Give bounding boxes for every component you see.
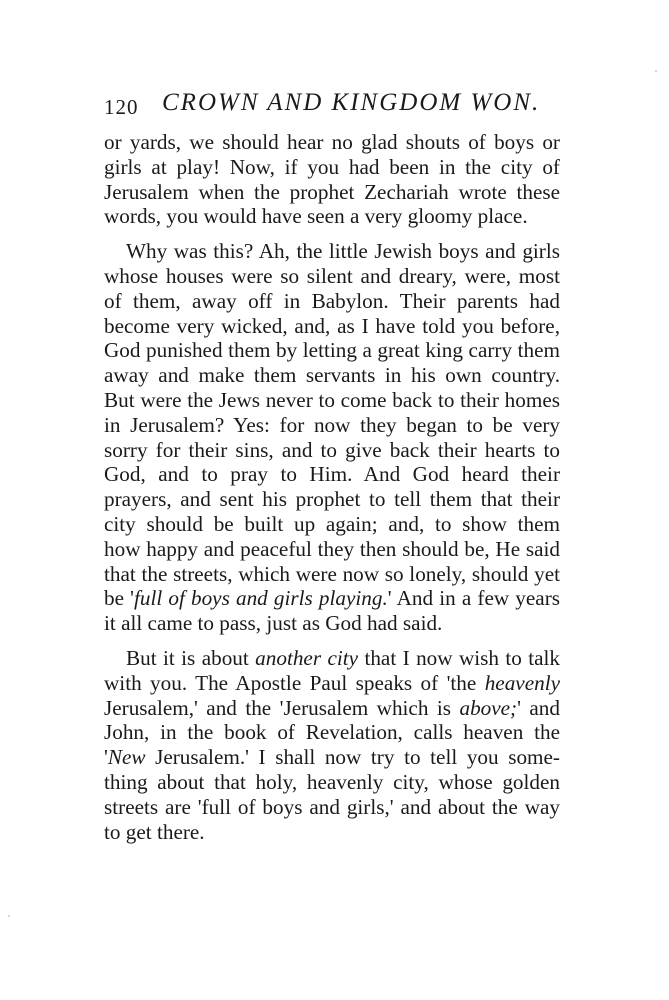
text-line: be 'full of boys and girls playing.' And in a few years (104, 586, 561, 611)
text-line: Jerusalem,' and the 'Jerusalem which is above;' and (104, 695, 560, 720)
text-line: how happy and peaceful they then should be, He said (104, 536, 560, 561)
text-line: in Jerusalem? Yes: for now they began to be very (104, 412, 560, 437)
italic-emphasis: New (107, 745, 146, 770)
paragraph (104, 646, 560, 844)
text-line: prayers, and sent his prophet to tell them that their (104, 487, 560, 512)
text-line: God, and to pray to Him. And God heard their (104, 462, 560, 487)
text-line: away and make them servants in his own country. (104, 363, 560, 388)
scan-speck (8, 915, 10, 917)
text-line: with you. The Apostle Paul speaks of 'the heavenly (104, 670, 560, 695)
body-text (104, 130, 560, 844)
page-number: 120 (104, 95, 139, 119)
paragraph (104, 130, 560, 229)
text-line: or yards, we should hear no glad shouts of boys or (104, 130, 560, 154)
text-line: it all came to pass, just as God had said. (104, 611, 443, 636)
paragraph-gap (104, 229, 560, 239)
text-line: words, you would have seen a very gloomy place. (104, 204, 528, 229)
paragraph-gap (104, 636, 560, 646)
running-head (104, 89, 564, 123)
text-line: thing about that holy, heavenly city, whose golden (104, 769, 560, 794)
scan-speck (655, 70, 657, 72)
text-line: But it is about another city that I now wish to talk (126, 645, 561, 670)
text-line: 'New Jerusalem.' I shall now try to tell you some- (104, 745, 560, 770)
text-line: streets are 'full of boys and girls,' and about the way (104, 794, 560, 819)
text-line: that the streets, which were now so lonely, should yet (104, 561, 560, 586)
italic-emphasis: full of boys and girls playing. (133, 586, 388, 611)
text-line: become very wicked, and, as I have told you before, (104, 313, 560, 338)
text-line: God punished them by letting a great king carry them (104, 338, 560, 363)
text-line: But were the Jews never to come back to their homes (104, 387, 560, 412)
text-line: John, in the book of Revelation, calls heaven the (104, 720, 560, 745)
text-line: to get there. (104, 819, 205, 844)
paragraph (104, 239, 560, 636)
text-line: sorry for their sins, and to give back their hearts to (104, 437, 560, 462)
text-line: girls at play! Now, if you had been in the city of (104, 154, 560, 179)
text-line: Why was this? Ah, the little Jewish boys and girls (126, 239, 560, 264)
running-title: CROWN AND KINGDOM WON. (162, 89, 541, 116)
italic-emphasis: above; (459, 695, 518, 720)
italic-emphasis: another city (255, 645, 359, 670)
italic-emphasis: heavenly (484, 670, 560, 695)
text-line: whose houses were so silent and dreary, were, most (104, 263, 560, 288)
text-line: city should be built up again; and, to show them (104, 511, 560, 536)
text-line: of them, away off in Babylon. Their parents had (104, 288, 560, 313)
text-line: Jerusalem when the prophet Zechariah wrote these (104, 179, 560, 204)
